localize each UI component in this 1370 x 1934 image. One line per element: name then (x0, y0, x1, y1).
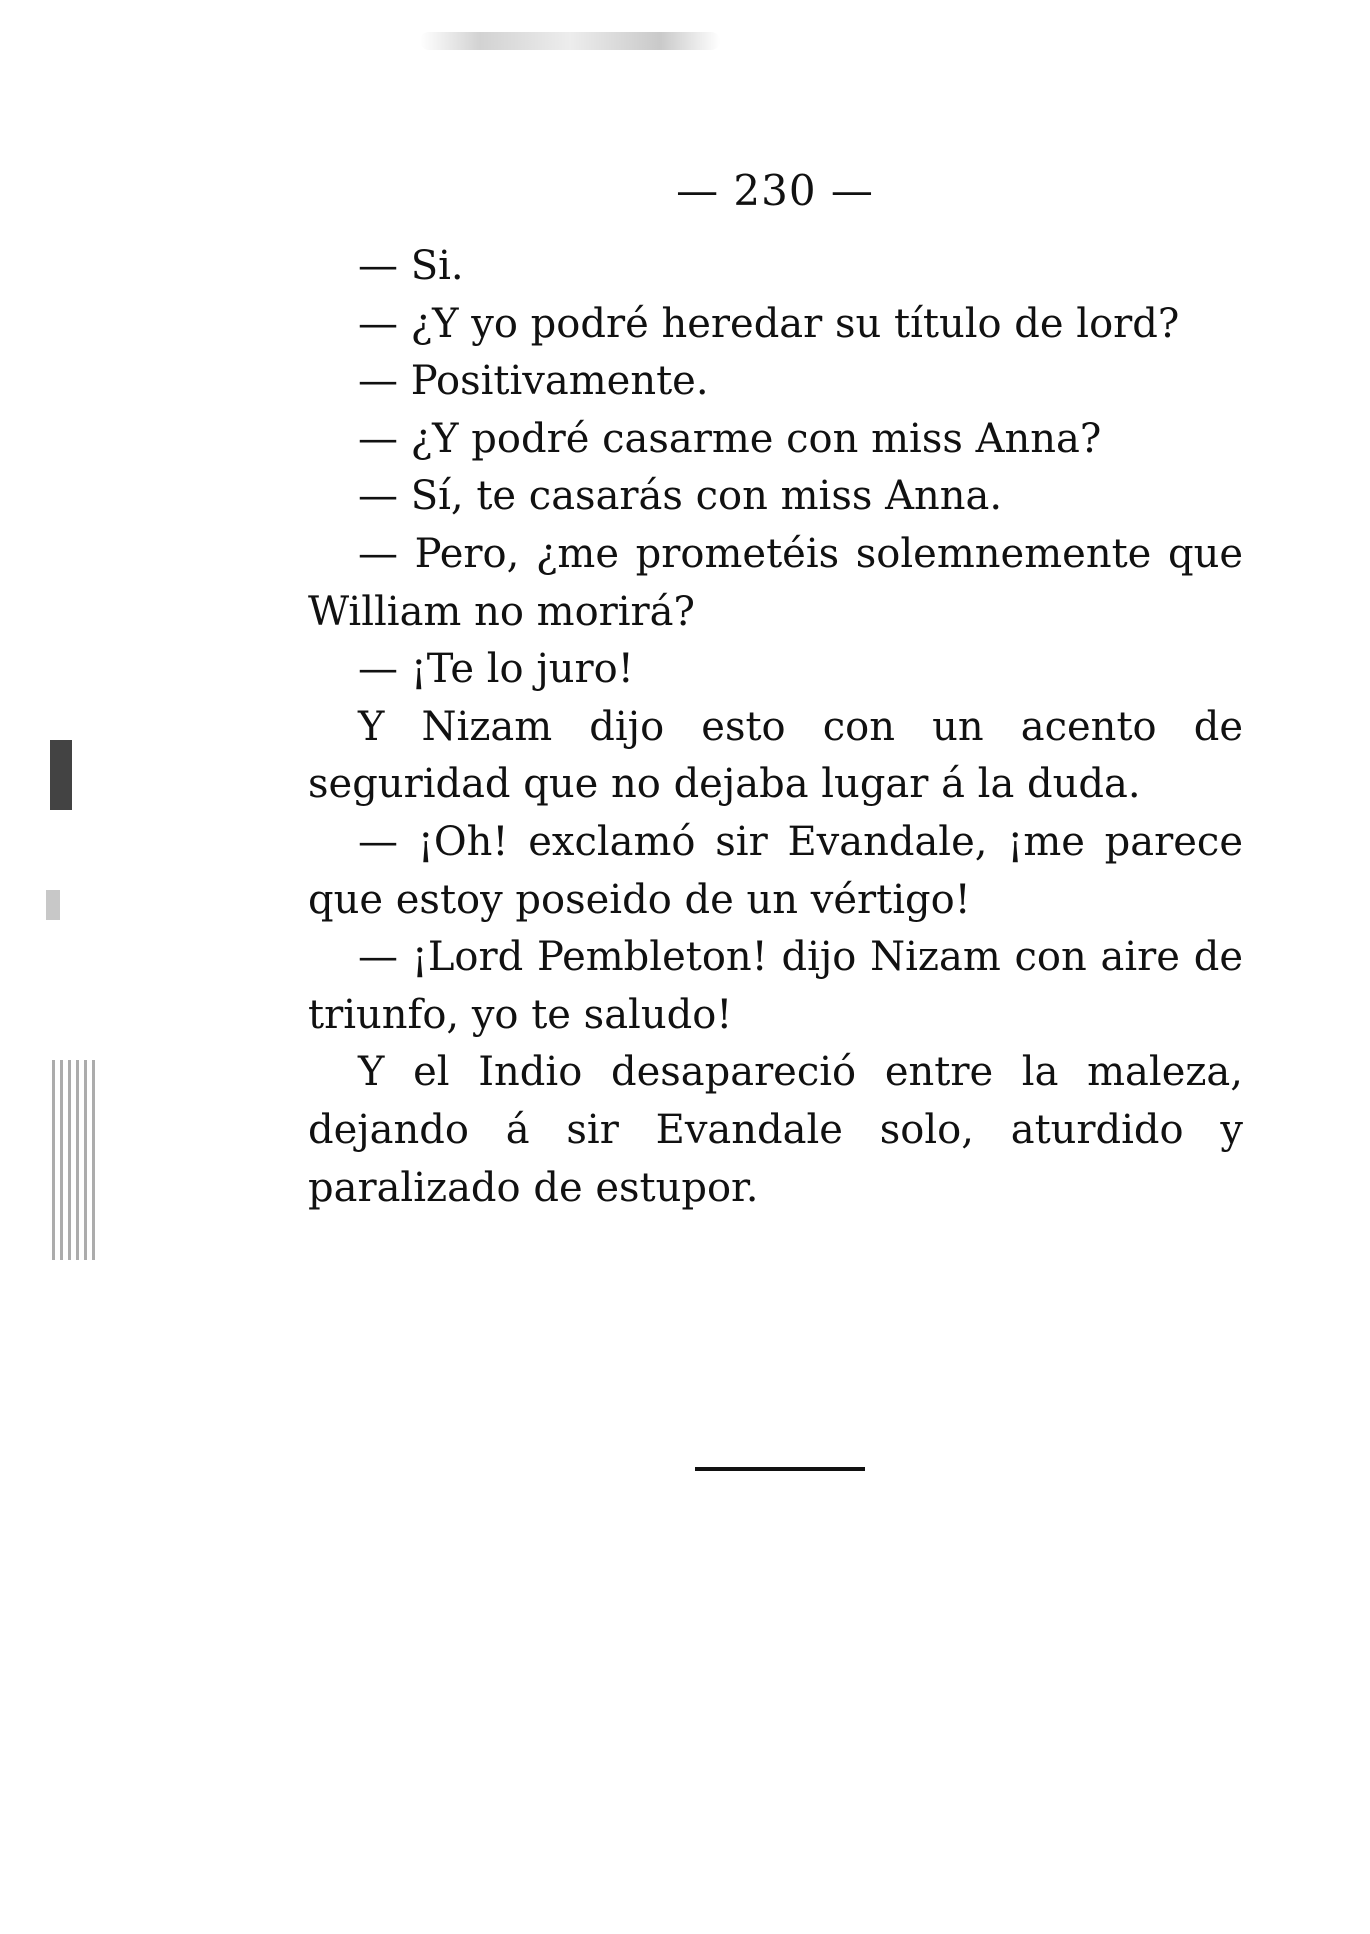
paragraph: — ¿Y yo podré heredar su título de lord? (358, 300, 1180, 347)
paragraph: — Sí, te casarás con miss Anna. (358, 473, 1003, 520)
paragraph: — Pero, ¿me prometéis solemnemente que William no morirá? (308, 530, 1243, 635)
paragraph: — ¡Te lo juro! (358, 646, 634, 693)
paragraph: — Positivamente. (358, 358, 709, 405)
scan-smudge (420, 32, 720, 50)
paragraph: — ¿Y podré casarme con miss Anna? (358, 415, 1102, 462)
section-end-rule (695, 1467, 865, 1471)
page-number: — 230 — (676, 166, 874, 215)
body-text (308, 238, 1243, 1217)
binding-shadow-mark (50, 740, 72, 810)
binding-shadow-mark (52, 1060, 98, 1260)
paragraph: — Si. (358, 243, 464, 289)
paragraph: — ¡Oh! exclamó sir Evandale, ¡me parece que estoy poseido de un vértigo! (308, 818, 1243, 923)
paragraph: — ¡Lord Pembleton! dijo Nizam con aire de triunfo, yo te saludo! (308, 934, 1243, 1038)
binding-shadow-mark (46, 890, 60, 920)
paragraph: Y el Indio desapareció entre la maleza, dejando á sir Evandale solo, aturdido y paralizado de estupor. (308, 1049, 1243, 1211)
paragraph: Y Nizam dijo esto con un acento de seguridad que no dejaba lugar á la duda. (308, 703, 1243, 808)
